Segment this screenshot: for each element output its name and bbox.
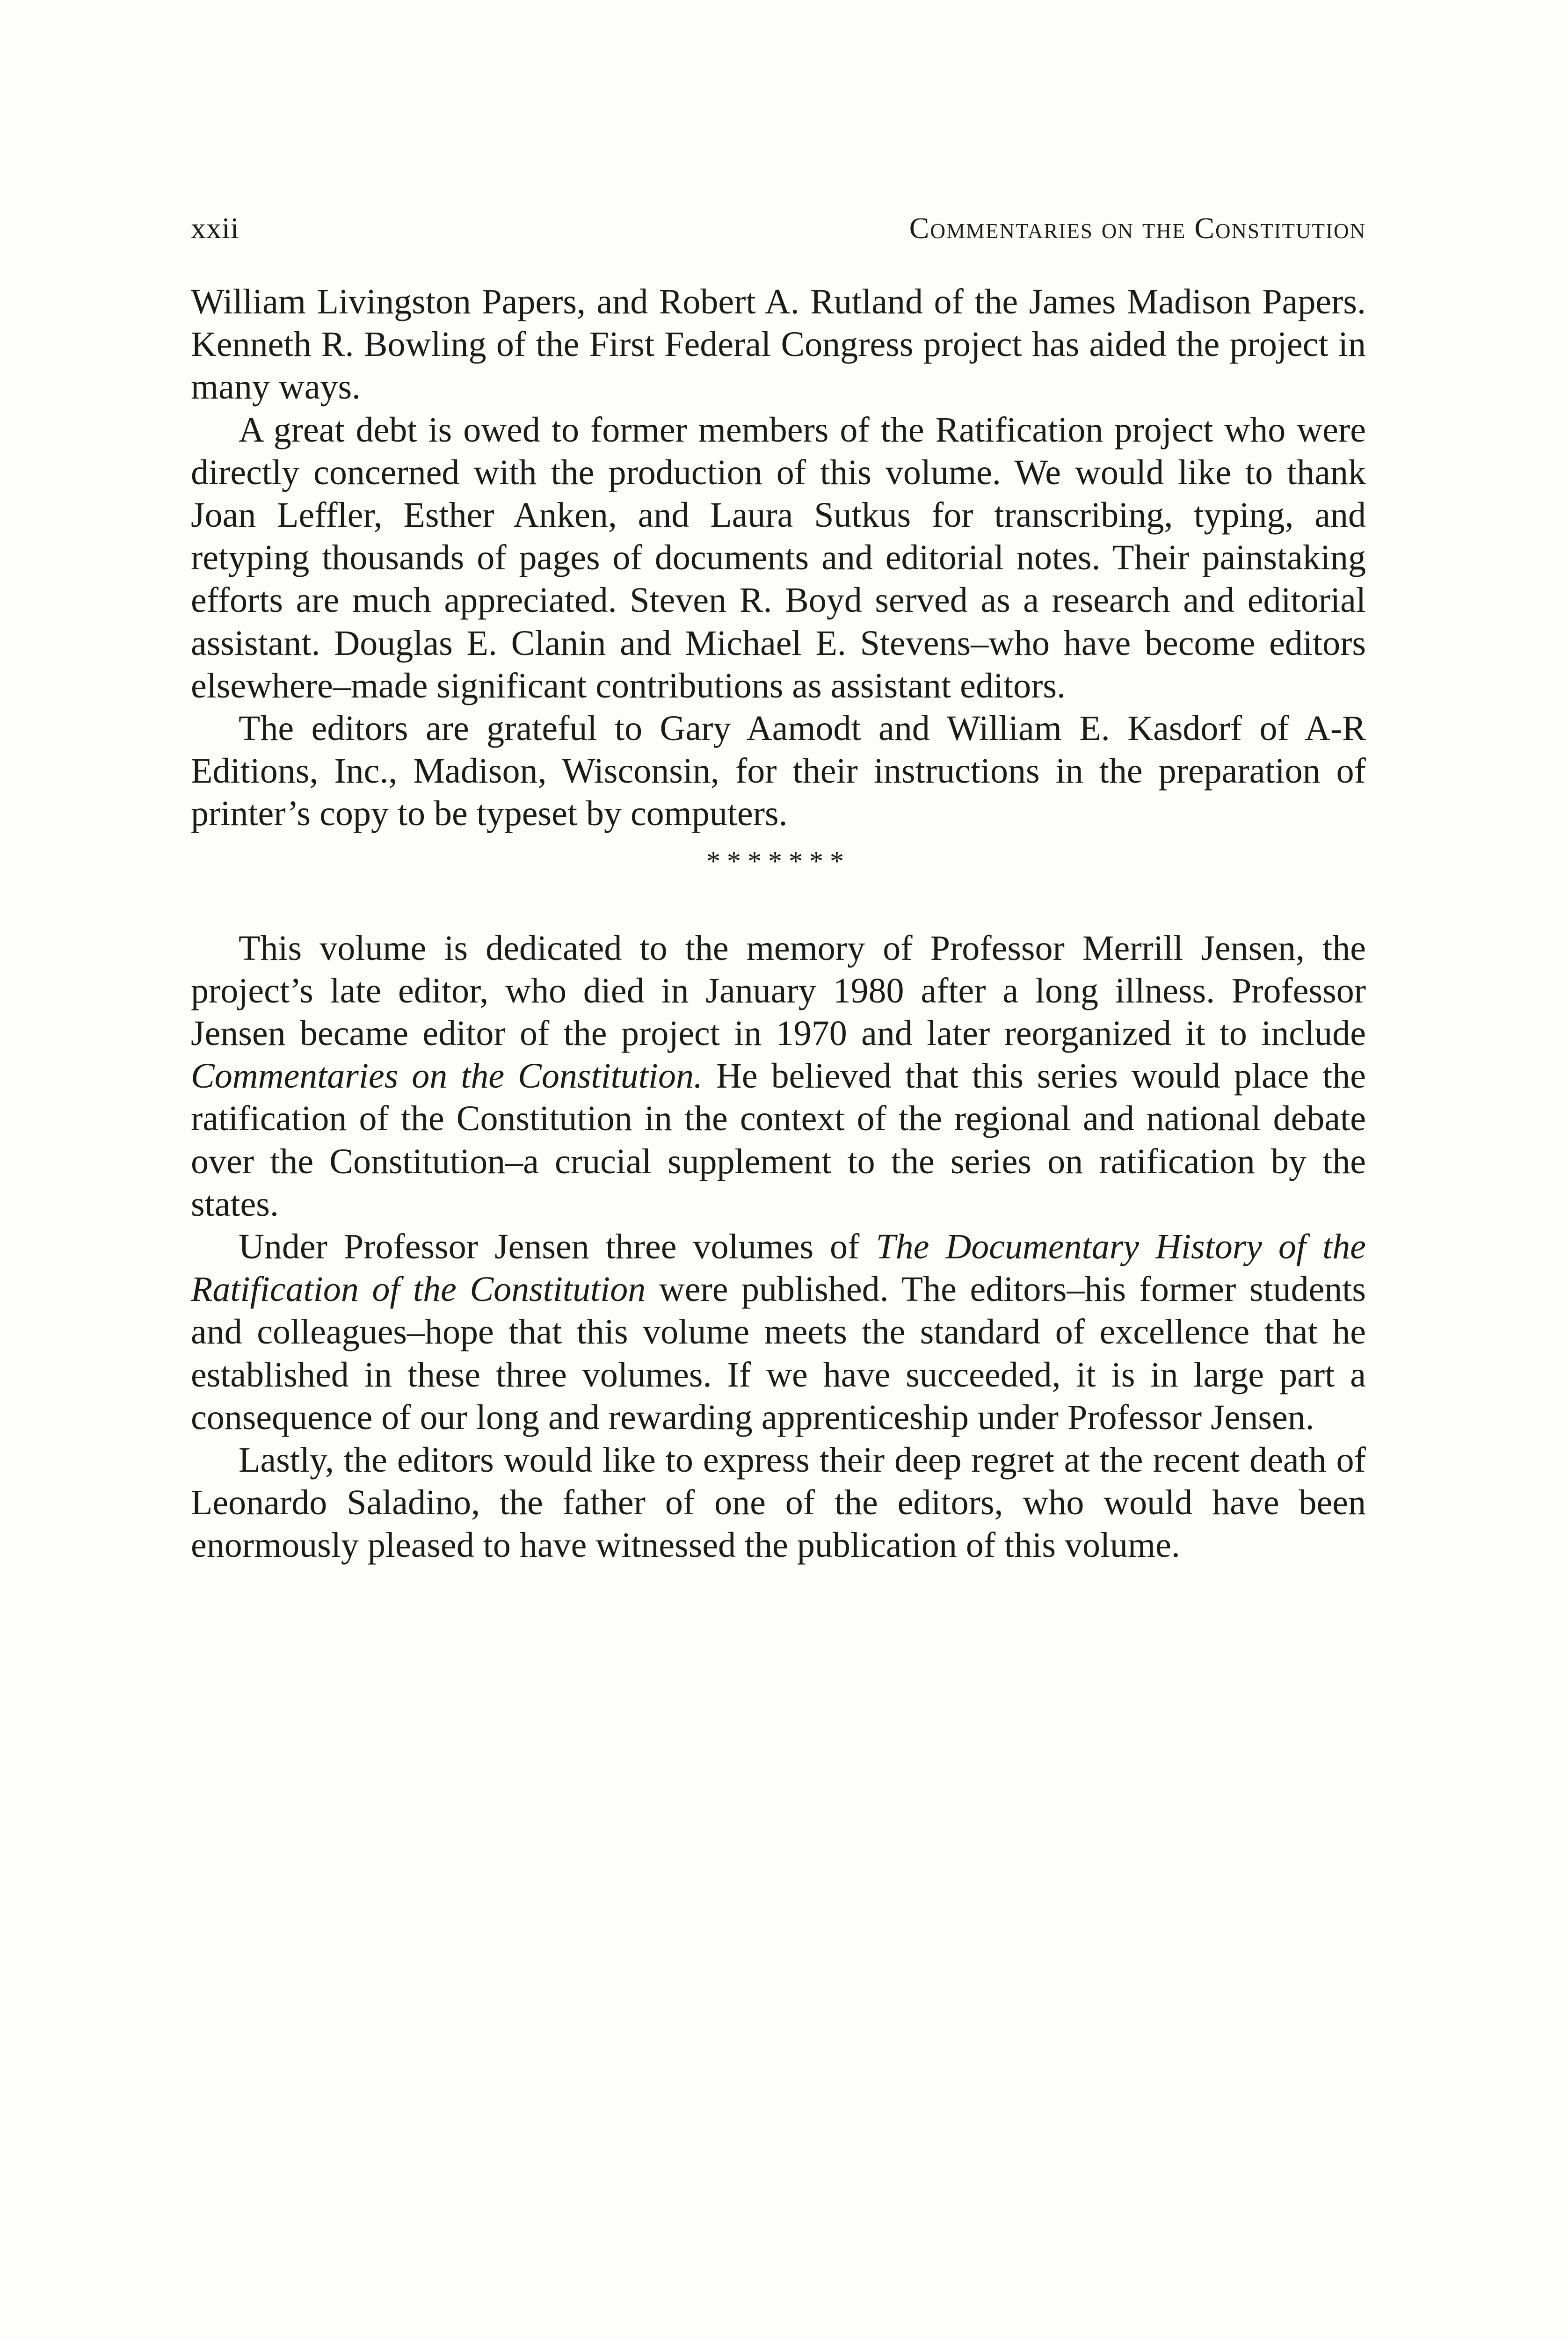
- paragraph-jensen-volumes: [191, 1226, 1366, 1439]
- page-number: xxii: [191, 211, 240, 245]
- paragraph-editions-thanks: The editors are grateful to Gary Aamodt and William E. Kasdorf of A-R Editions, Inc., Madison, Wisconsin, for their instructions in the preparation of printer’s copy to be typeset by computers.: [191, 709, 1366, 834]
- jensen-text-cont: were published. The editors–his former students and colleagues–hope that this volume meets the standard of excellence that he established in these three volumes. If we have succeeded, it is in large part a consequence of our long and rewarding apprenticeship under Professor Jensen.: [191, 1270, 1366, 1437]
- jensen-text: Under Professor Jensen three volumes of: [239, 1227, 876, 1267]
- section-separator: *******: [706, 845, 850, 877]
- paragraph-acknowledgments: A great debt is owed to former members of the Ratification project who were directly concerned with the production of this volume. We would like to thank Joan Leffler, Esther Anken, and Laura Sutkus for transcribing, typing, and retyping thousands of pages of documents and editorial notes. Their painstaking efforts are much appreciated. Steven R. Boyd served as a research and editorial assistant. Douglas E. Clanin and Michael E. Stevens–who have become editors elsewhere–made significant contributions as assistant editors.: [191, 410, 1366, 705]
- paragraph-regret: Lastly, the editors would like to express their deep regret at the recent death of Leonardo Saladino, the father of one of the editors, who would have been enormously pleased to have witnessed the publication of this volume.: [191, 1440, 1366, 1565]
- paragraph-dedication: [191, 927, 1366, 1226]
- running-title: Commentaries on the Constitution: [909, 211, 1366, 245]
- dedication-text: This volume is dedicated to the memory of Professor Merrill Jensen, the project’s late editor, who died in January 1980 after a long illness. Professor Jensen became editor of the project in 1970 and later reorganized it to include: [191, 928, 1366, 1053]
- body-text: [191, 281, 1366, 1567]
- paragraph-continuation: William Livingston Papers, and Robert A. Rutland of the James Madison Papers. Kenneth R. Bowling of the First Federal Congress project has aided the project in many ways.: [191, 282, 1366, 407]
- documentary-history-title-italic: The Documentary History of the Ratification of the Constitution: [191, 1227, 1366, 1309]
- running-head: [191, 210, 1366, 247]
- dedication-text-cont: He believed that this series would place the ratification of the Constitution in the context of the regional and national debate over the Constitution–a crucial supplement to the series on ratification by the states.: [191, 1056, 1366, 1224]
- series-title-italic: Commentaries on the Constitution.: [191, 1056, 703, 1096]
